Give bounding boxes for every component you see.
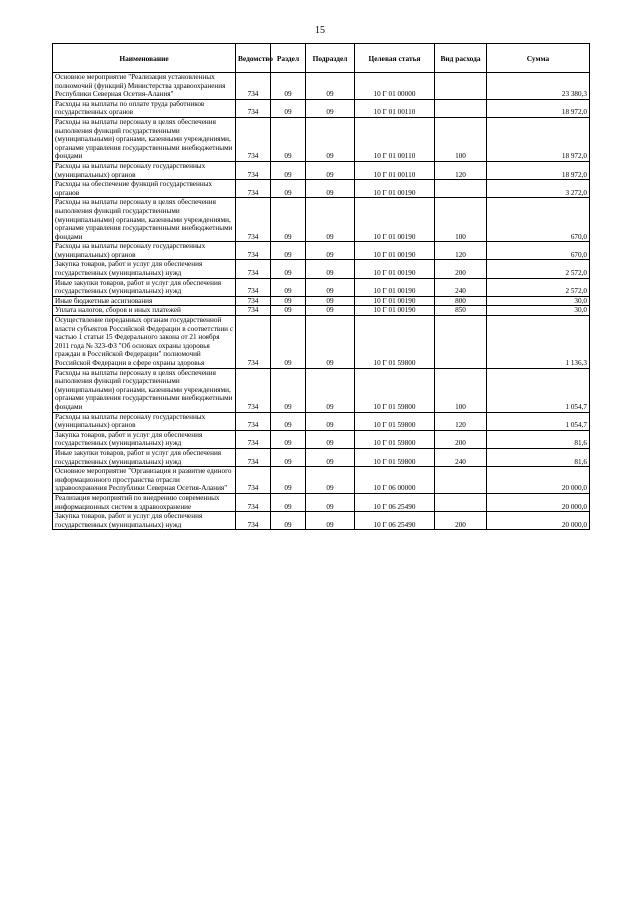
cell-target: 10 Г 06 00000	[355, 467, 435, 494]
cell-expense: 200	[435, 260, 487, 278]
cell-dept: 734	[236, 180, 271, 198]
cell-section: 09	[271, 467, 306, 494]
table-row	[53, 260, 590, 278]
cell-subsection: 09	[306, 430, 355, 448]
cell-dept: 734	[236, 242, 271, 260]
cell-target: 10 Г 01 59800	[355, 448, 435, 466]
cell-subsection: 09	[306, 306, 355, 316]
cell-section: 09	[271, 99, 306, 117]
cell-name: Основное мероприятие "Реализация установленных полномочий (функций) Министерства здравоохранения Республики Северная Осетия-Алания"	[53, 73, 236, 100]
cell-section: 09	[271, 316, 306, 369]
table-row	[53, 448, 590, 466]
cell-name: Уплата налогов, сборов и иных платежей	[53, 306, 236, 316]
header-sum: Сумма	[487, 44, 590, 73]
cell-target: 10 Г 01 59800	[355, 316, 435, 369]
table-row	[53, 512, 590, 530]
header-name: Наименование	[53, 44, 236, 73]
cell-target: 10 Г 06 25490	[355, 493, 435, 511]
cell-expense	[435, 493, 487, 511]
cell-section: 09	[271, 278, 306, 296]
cell-target: 10 Г 01 00190	[355, 278, 435, 296]
cell-dept: 734	[236, 316, 271, 369]
cell-name: Расходы на выплаты персоналу в целях обеспечения выполнения функций государственными (муниципальными) органами, казенными учреждениями, органами управления государственными внебюджетными фондами	[53, 198, 236, 242]
cell-dept: 734	[236, 493, 271, 511]
cell-name: Расходы на выплаты персоналу в целях обеспечения выполнения функций государственными (муниципальными) органами, казенными учреждениями, органами управления государственными внебюджетными фондами	[53, 368, 236, 412]
table-row	[53, 99, 590, 117]
cell-expense	[435, 316, 487, 369]
cell-name: Расходы на выплаты персоналу государственных (муниципальных) органов	[53, 161, 236, 179]
cell-subsection: 09	[306, 368, 355, 412]
table-row	[53, 368, 590, 412]
cell-target: 10 Г 01 00190	[355, 296, 435, 306]
cell-expense: 120	[435, 412, 487, 430]
cell-expense	[435, 180, 487, 198]
cell-subsection: 09	[306, 117, 355, 161]
cell-dept: 734	[236, 260, 271, 278]
cell-expense: 850	[435, 306, 487, 316]
header-section: Раздел	[271, 44, 306, 73]
table-row	[53, 306, 590, 316]
table-row	[53, 493, 590, 511]
cell-dept: 734	[236, 73, 271, 100]
cell-subsection: 09	[306, 296, 355, 306]
cell-expense: 200	[435, 512, 487, 530]
cell-subsection: 09	[306, 73, 355, 100]
cell-expense: 200	[435, 430, 487, 448]
cell-section: 09	[271, 430, 306, 448]
cell-expense: 100	[435, 368, 487, 412]
cell-subsection: 09	[306, 412, 355, 430]
cell-expense: 800	[435, 296, 487, 306]
cell-name: Иные закупки товаров, работ и услуг для обеспечения государственных (муниципальных) нужд	[53, 278, 236, 296]
cell-target: 10 Г 01 00190	[355, 198, 435, 242]
table-row	[53, 180, 590, 198]
cell-section: 09	[271, 448, 306, 466]
cell-subsection: 09	[306, 467, 355, 494]
cell-sum: 20 000,0	[487, 467, 590, 494]
cell-subsection: 09	[306, 493, 355, 511]
cell-target: 10 Г 01 00000	[355, 73, 435, 100]
cell-section: 09	[271, 198, 306, 242]
cell-dept: 734	[236, 430, 271, 448]
cell-sum: 18 972,0	[487, 161, 590, 179]
page-number: 15	[315, 25, 325, 36]
header-subsection: Подраздел	[306, 44, 355, 73]
cell-sum: 670,0	[487, 242, 590, 260]
cell-section: 09	[271, 296, 306, 306]
cell-expense: 100	[435, 117, 487, 161]
cell-target: 10 Г 01 00190	[355, 242, 435, 260]
cell-name: Закупка товаров, работ и услуг для обеспечения государственных (муниципальных) нужд	[53, 430, 236, 448]
cell-subsection: 09	[306, 99, 355, 117]
cell-target: 10 Г 01 00190	[355, 260, 435, 278]
cell-expense: 120	[435, 161, 487, 179]
header-dept: Ведомство	[236, 44, 271, 73]
cell-section: 09	[271, 512, 306, 530]
cell-subsection: 09	[306, 198, 355, 242]
cell-sum: 670,0	[487, 198, 590, 242]
cell-expense	[435, 467, 487, 494]
cell-sum: 1 054,7	[487, 368, 590, 412]
cell-subsection: 09	[306, 161, 355, 179]
cell-name: Закупка товаров, работ и услуг для обеспечения государственных (муниципальных) нужд	[53, 512, 236, 530]
cell-target: 10 Г 01 59800	[355, 412, 435, 430]
cell-target: 10 Г 01 00190	[355, 180, 435, 198]
table-row	[53, 296, 590, 306]
cell-subsection: 09	[306, 180, 355, 198]
cell-section: 09	[271, 73, 306, 100]
cell-dept: 734	[236, 412, 271, 430]
cell-name: Осуществление переданных органам государственной власти субъектов Российской Федерации в соответствии с частью 1 статьи 15 Федерального закона от 21 ноября 2011 года № 323-ФЗ "Об основах охраны здоровья граждан в Российской Федерации" полномочий Российской Федерации в сфере охраны здоровья	[53, 316, 236, 369]
cell-name: Расходы на выплаты персоналу в целях обеспечения выполнения функций государственными (муниципальными) органами, казенными учреждениями, органами управления государственными внебюджетными фондами	[53, 117, 236, 161]
cell-target: 10 Г 06 25490	[355, 512, 435, 530]
cell-sum: 81,6	[487, 448, 590, 466]
table-row	[53, 117, 590, 161]
table-row	[53, 467, 590, 494]
cell-expense: 120	[435, 242, 487, 260]
cell-subsection: 09	[306, 260, 355, 278]
cell-section: 09	[271, 117, 306, 161]
table-row	[53, 430, 590, 448]
cell-dept: 734	[236, 198, 271, 242]
cell-expense: 100	[435, 198, 487, 242]
cell-name: Расходы на выплаты персоналу государственных (муниципальных) органов	[53, 412, 236, 430]
cell-name: Основное мероприятие "Организация и развитие единого информационного пространства отрасли здравоохранения Республики Северная Осетия-Алания"	[53, 467, 236, 494]
header-expense: Вид расхода	[435, 44, 487, 73]
cell-target: 10 Г 01 00110	[355, 99, 435, 117]
table-row	[53, 316, 590, 369]
table-row	[53, 161, 590, 179]
cell-name: Закупка товаров, работ и услуг для обеспечения государственных (муниципальных) нужд	[53, 260, 236, 278]
cell-sum: 18 972,0	[487, 117, 590, 161]
cell-target: 10 Г 01 00190	[355, 306, 435, 316]
cell-expense: 240	[435, 448, 487, 466]
cell-section: 09	[271, 180, 306, 198]
header-target: Целевая статья	[355, 44, 435, 73]
cell-section: 09	[271, 493, 306, 511]
cell-sum: 1 054,7	[487, 412, 590, 430]
cell-dept: 734	[236, 467, 271, 494]
cell-sum: 2 572,0	[487, 278, 590, 296]
cell-subsection: 09	[306, 316, 355, 369]
cell-expense: 240	[435, 278, 487, 296]
cell-sum: 20 000,0	[487, 512, 590, 530]
cell-section: 09	[271, 260, 306, 278]
cell-dept: 734	[236, 161, 271, 179]
cell-name: Расходы на выплаты по оплате труда работников государственных органов	[53, 99, 236, 117]
cell-subsection: 09	[306, 448, 355, 466]
cell-name: Расходы на обеспечение функций государственных органов	[53, 180, 236, 198]
cell-dept: 734	[236, 117, 271, 161]
cell-dept: 734	[236, 99, 271, 117]
cell-sum: 18 972,0	[487, 99, 590, 117]
table-row	[53, 412, 590, 430]
cell-expense	[435, 99, 487, 117]
cell-name: Расходы на выплаты персоналу государственных (муниципальных) органов	[53, 242, 236, 260]
cell-expense	[435, 73, 487, 100]
table-row	[53, 73, 590, 100]
cell-target: 10 Г 01 00110	[355, 117, 435, 161]
cell-sum: 3 272,0	[487, 180, 590, 198]
cell-sum: 1 136,3	[487, 316, 590, 369]
cell-subsection: 09	[306, 512, 355, 530]
cell-dept: 734	[236, 368, 271, 412]
cell-sum: 20 000,0	[487, 493, 590, 511]
budget-table	[52, 43, 590, 530]
cell-name: Иные бюджетные ассигнования	[53, 296, 236, 306]
table-row	[53, 278, 590, 296]
cell-name: Иные закупки товаров, работ и услуг для обеспечения государственных (муниципальных) нужд	[53, 448, 236, 466]
cell-target: 10 Г 01 00110	[355, 161, 435, 179]
cell-subsection: 09	[306, 242, 355, 260]
cell-sum: 81,6	[487, 430, 590, 448]
cell-subsection: 09	[306, 278, 355, 296]
cell-dept: 734	[236, 306, 271, 316]
cell-section: 09	[271, 161, 306, 179]
cell-dept: 734	[236, 296, 271, 306]
cell-target: 10 Г 01 59800	[355, 430, 435, 448]
cell-sum: 2 572,0	[487, 260, 590, 278]
cell-sum: 30,0	[487, 296, 590, 306]
cell-section: 09	[271, 412, 306, 430]
cell-target: 10 Г 01 59800	[355, 368, 435, 412]
cell-name: Реализация мероприятий по внедрению современных информационных систем в здравоохранение	[53, 493, 236, 511]
cell-section: 09	[271, 306, 306, 316]
table-header-row	[53, 44, 590, 73]
cell-dept: 734	[236, 278, 271, 296]
cell-section: 09	[271, 242, 306, 260]
table-row	[53, 242, 590, 260]
cell-dept: 734	[236, 512, 271, 530]
table-row	[53, 198, 590, 242]
cell-sum: 23 380,3	[487, 73, 590, 100]
cell-sum: 30,0	[487, 306, 590, 316]
cell-dept: 734	[236, 448, 271, 466]
cell-section: 09	[271, 368, 306, 412]
